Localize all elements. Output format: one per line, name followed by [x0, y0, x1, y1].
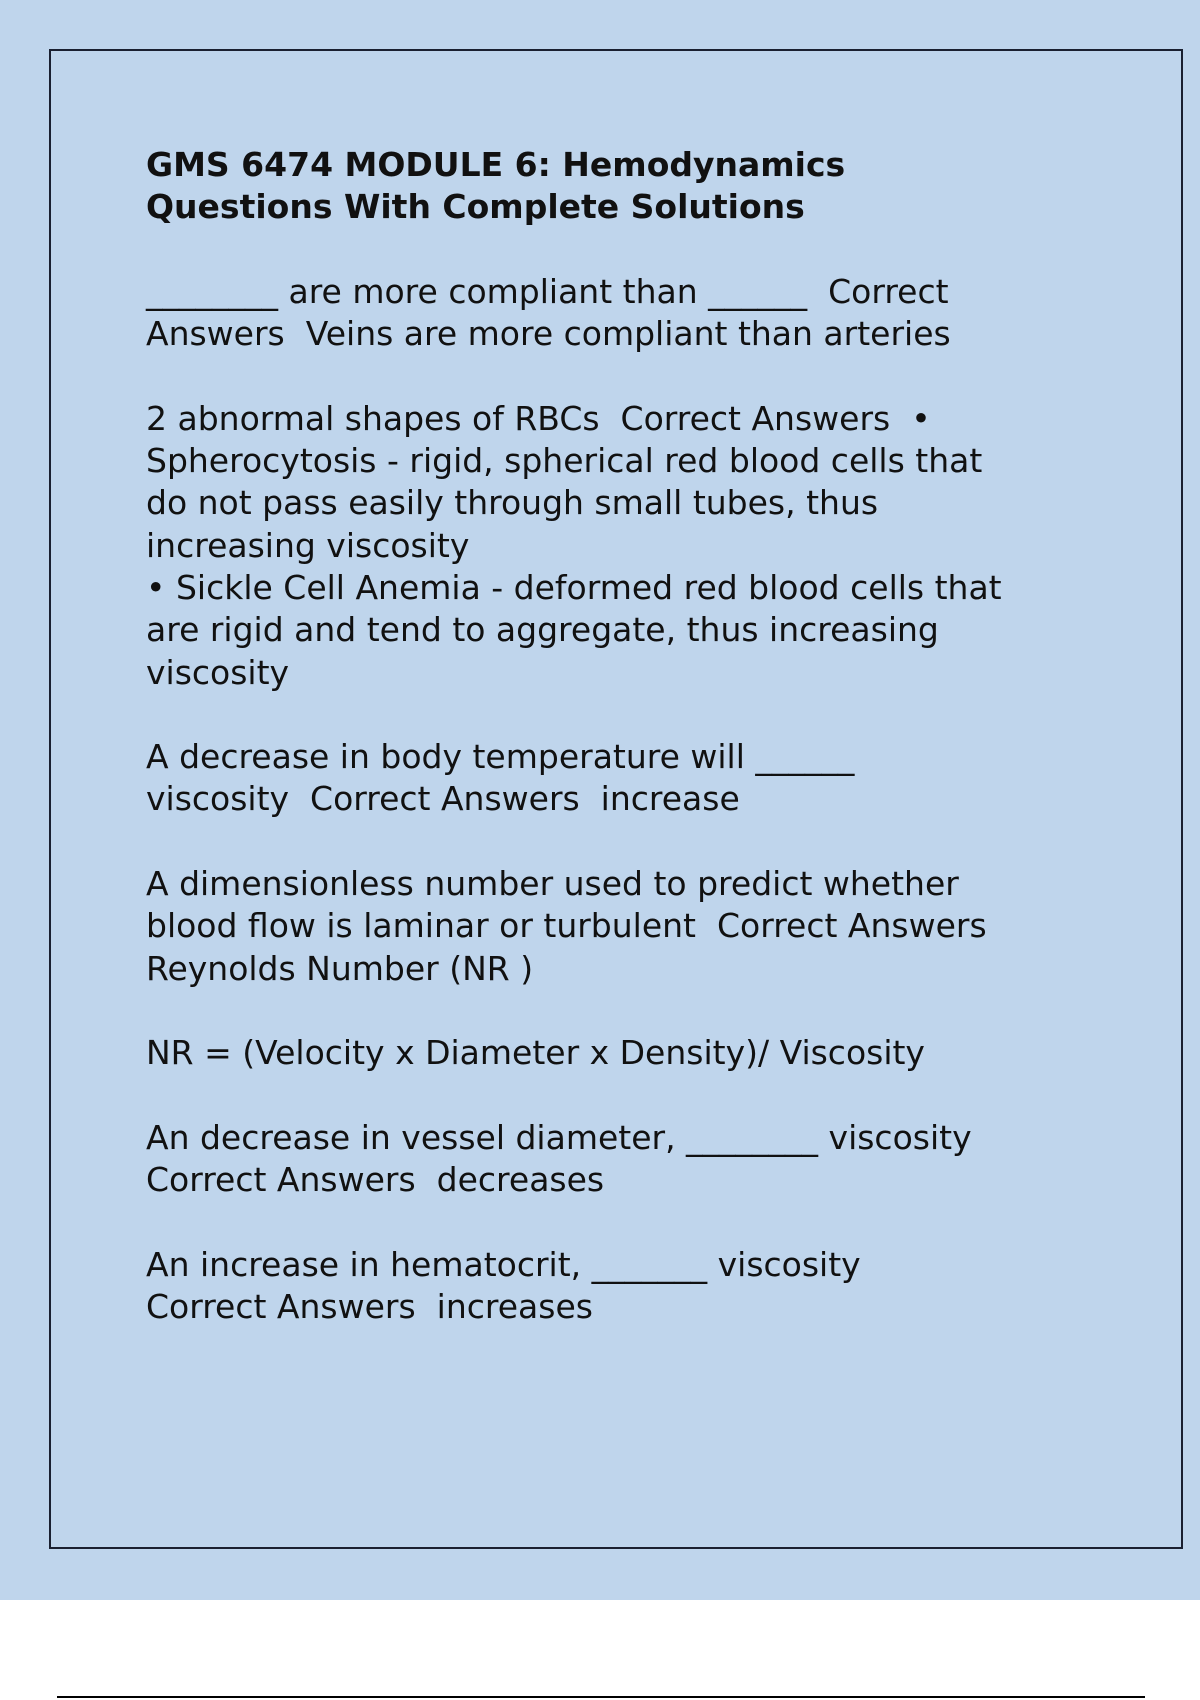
qa-line: An decrease in vessel diameter, ________ viscosity [146, 1117, 972, 1157]
qa-line: ________ are more compliant than ______ Correct [146, 271, 949, 311]
paragraph-spacer [146, 1201, 1146, 1243]
qa-list [146, 229, 1146, 1329]
paragraph-spacer [146, 694, 1146, 736]
document-title-line-1: GMS 6474 MODULE 6: Hemodynamics [146, 145, 846, 184]
qa-line: are rigid and tend to aggregate, thus increasing [146, 610, 939, 650]
qa-line: viscosity [146, 652, 290, 692]
qa-item [146, 736, 1146, 821]
qa-line: Correct Answers decreases [146, 1160, 605, 1200]
qa-line: Spherocytosis - rigid, spherical red blood cells that [146, 441, 983, 481]
qa-line: 2 abnormal shapes of RBCs Correct Answers • [146, 398, 931, 438]
paragraph-spacer [146, 355, 1146, 397]
qa-item [146, 863, 1146, 990]
qa-line: viscosity Correct Answers increase [146, 779, 740, 819]
qa-line: Correct Answers increases [146, 1287, 593, 1327]
qa-line: do not pass easily through small tubes, thus [146, 483, 879, 523]
document-title-line-2: Questions With Complete Solutions [146, 187, 805, 227]
qa-line: A decrease in body temperature will ______ [146, 737, 855, 777]
qa-item [146, 271, 1146, 356]
qa-line: NR = (Velocity x Diameter x Density)/ Viscosity [146, 1033, 925, 1073]
qa-line: • Sickle Cell Anemia - deformed red blood cells that [146, 567, 1002, 607]
qa-line: A dimensionless number used to predict whether [146, 864, 959, 904]
qa-line: An increase in hematocrit, _______ viscosity [146, 1244, 861, 1284]
qa-item [146, 1244, 1146, 1329]
qa-item [146, 1032, 1146, 1074]
qa-line: Reynolds Number (NR ) [146, 948, 534, 988]
paragraph-spacer [146, 821, 1146, 863]
paragraph-spacer [146, 990, 1146, 1032]
document-content [146, 144, 1146, 1328]
paragraph-spacer [146, 1075, 1146, 1117]
footer-divider [57, 1696, 1145, 1698]
qa-line: increasing viscosity [146, 525, 470, 565]
qa-item [146, 398, 1146, 694]
qa-line: Answers Veins are more compliant than arteries [146, 314, 951, 354]
paragraph-spacer [146, 229, 1146, 271]
qa-item [146, 1117, 1146, 1202]
qa-line: blood flow is laminar or turbulent Correct Answers [146, 906, 987, 946]
